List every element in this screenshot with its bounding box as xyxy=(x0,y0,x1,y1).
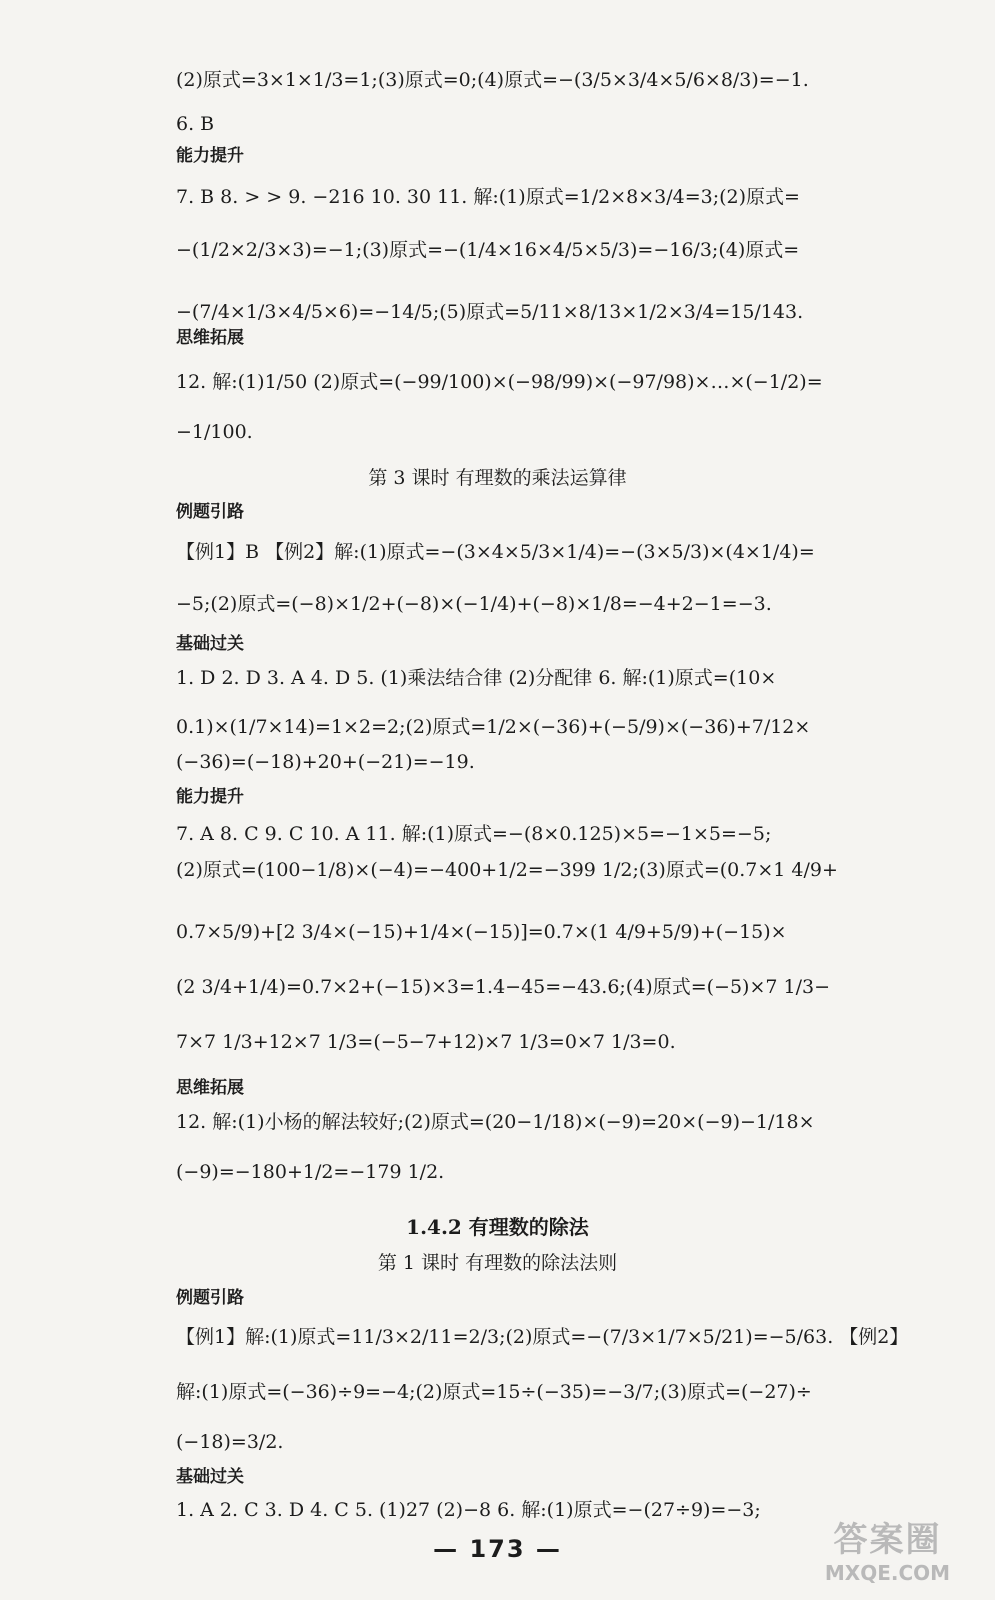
text-line: 【例1】B 【例2】解:(1)原式=−(3×4×5/3×1/4)=−(3×5/3)×(4×1/4)= xyxy=(176,541,815,563)
lesson-title: 第 1 课时 有理数的除法法则 xyxy=(377,1252,618,1274)
watermark-logo xyxy=(800,1520,975,1592)
text-line: 1. D 2. D 3. A 4. D 5. (1)乘法结合律 (2)分配律 6. 解:(1)原式=(10× xyxy=(176,667,777,689)
watermark-en: MXQE.COM xyxy=(824,1561,951,1585)
text-line: −1/100. xyxy=(176,421,253,443)
text-line: (2)原式=3×1×1/3=1;(3)原式=0;(4)原式=−(3/5×3/4×5/6×8/3)=−1. xyxy=(176,69,809,91)
section-heading: 基础过关 xyxy=(176,1467,244,1487)
watermark-cn: 答案圈 xyxy=(833,1520,942,1560)
section-heading: 能力提升 xyxy=(176,787,244,807)
text-line: (−9)=−180+1/2=−179 1/2. xyxy=(176,1161,445,1183)
lesson-title: 第 3 课时 有理数的乘法运算律 xyxy=(368,467,627,489)
text-line: 【例1】解:(1)原式=11/3×2/11=2/3;(2)原式=−(7/3×1/7×5/21)=−5/63. 【例2】 xyxy=(176,1326,909,1348)
text-line: (−18)=3/2. xyxy=(176,1431,284,1453)
text-line: −(1/2×2/3×3)=−1;(3)原式=−(1/4×16×4/5×5/3)=−16/3;(4)原式= xyxy=(176,239,800,261)
section-heading: 思维拓展 xyxy=(176,1078,244,1098)
text-line: −(7/4×1/3×4/5×6)=−14/5;(5)原式=5/11×8/13×1/2×3/4=15/143. xyxy=(176,301,804,323)
text-line: 0.7×5/9)+[2 3/4×(−15)+1/4×(−15)]=0.7×(1 4/9+5/9)+(−15)× xyxy=(176,921,787,943)
text-line: 解:(1)原式=(−36)÷9=−4;(2)原式=15÷(−35)=−3/7;(3)原式=(−27)÷ xyxy=(176,1381,812,1403)
section-heading: 思维拓展 xyxy=(176,328,244,348)
section-heading: 例题引路 xyxy=(176,502,244,522)
section-heading: 能力提升 xyxy=(176,146,244,166)
text-line: 7. A 8. C 9. C 10. A 11. 解:(1)原式=−(8×0.125)×5=−1×5=−5; xyxy=(176,823,772,845)
text-line: (2)原式=(100−1/8)×(−4)=−400+1/2=−399 1/2;(3)原式=(0.7×1 4/9+ xyxy=(176,859,838,881)
text-line: 1. A 2. C 3. D 4. C 5. (1)27 (2)−8 6. 解:(1)原式=−(27÷9)=−3; xyxy=(176,1499,761,1521)
page-number: — 173 — xyxy=(433,1535,562,1563)
section-heading: 基础过关 xyxy=(176,634,244,654)
text-line: −5;(2)原式=(−8)×1/2+(−8)×(−1/4)+(−8)×1/8=−4+2−1=−3. xyxy=(176,593,772,615)
text-line: (2 3/4+1/4)=0.7×2+(−15)×3=1.4−45=−43.6;(4)原式=(−5)×7 1/3− xyxy=(176,976,831,998)
text-line: (−36)=(−18)+20+(−21)=−19. xyxy=(176,751,475,773)
text-line: 6. B xyxy=(176,113,215,135)
section-heading: 例题引路 xyxy=(176,1288,244,1308)
text-line: 12. 解:(1)1/50 (2)原式=(−99/100)×(−98/99)×(−97/98)×…×(−1/2)= xyxy=(176,371,823,393)
section-title: 1.4.2 有理数的除法 xyxy=(406,1215,589,1239)
text-line: 7. B 8. > > 9. −216 10. 30 11. 解:(1)原式=1/2×8×3/4=3;(2)原式= xyxy=(176,186,800,208)
text-line: 7×7 1/3+12×7 1/3=(−5−7+12)×7 1/3=0×7 1/3=0. xyxy=(176,1031,676,1053)
text-line: 12. 解:(1)小杨的解法较好;(2)原式=(20−1/18)×(−9)=20×(−9)−1/18× xyxy=(176,1111,815,1133)
text-line: 0.1)×(1/7×14)=1×2=2;(2)原式=1/2×(−36)+(−5/9)×(−36)+7/12× xyxy=(176,716,811,738)
